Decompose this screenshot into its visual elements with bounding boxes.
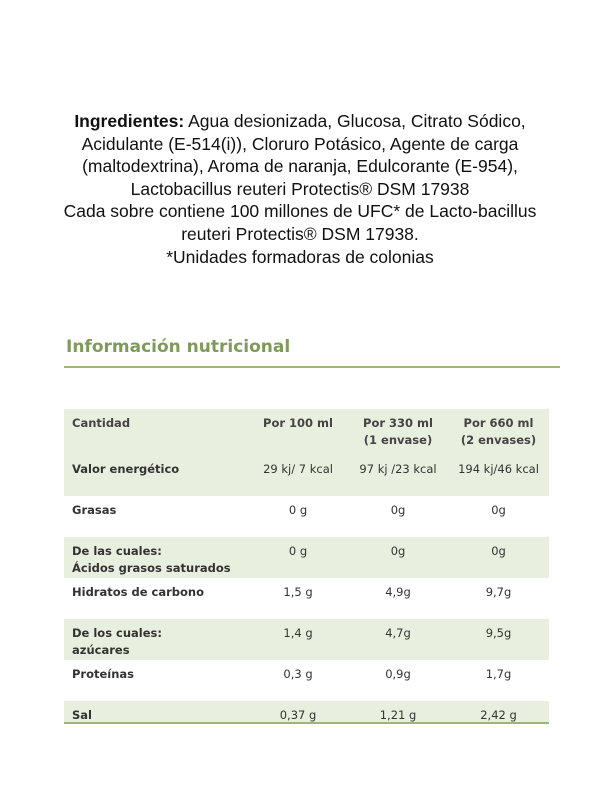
table-header-row [64,409,549,455]
row-label-sub: Ácidos grasos saturados [72,561,231,575]
row-per-660: 0g [448,537,549,578]
ingredients-heading: Ingredientes: [74,111,185,131]
row-label-text: Sal [72,708,92,722]
row-label [64,701,248,724]
row-label-text: Proteínas [72,667,135,681]
table-row [64,701,549,724]
row-label-sub: azúcares [72,643,130,657]
row-label [64,619,248,660]
row-per-660: 0g [491,503,506,517]
row-per-660: 2,42 g [448,701,549,724]
header-per-660-line2: (2 envases) [460,433,537,447]
row-label [64,455,248,496]
table-row [64,619,549,660]
row-per-660: 194 kj/46 kcal [448,455,549,496]
row-per-660: 1,7g [485,667,512,681]
ingredients-paragraph [40,110,560,200]
row-per-330: 1,21 g [348,701,448,724]
header-per-100-line1: Por 100 ml [263,416,333,430]
row-per-330: 0g [390,503,406,517]
table-bottom-divider [64,722,549,724]
ingredients-footnote: *Unidades formadoras de colonias [166,246,434,267]
header-per-660-line1: Por 660 ml [463,416,534,430]
row-per-100: 1,4 g [248,619,348,660]
ingredients-text: Agua desionizada, Glucosa, Citrato Sódico, Acidulante (E-514(i)), Cloruro Potásico, Agente de carga (maltodextrina), Aroma de naranja, Edulcorante (E-954), Lactobacillus reuteri Protectis® DSM 17938 [81,111,526,199]
row-label-text: De los cuales: [72,626,162,640]
header-per-330-line2: (1 envase) [363,433,433,447]
row-label-text: Hidratos de carbono [72,585,204,599]
row-label [64,537,248,578]
row-label [64,496,248,537]
ingredients-note: Cada sobre contiene 100 millones de UFC* de Lacto-bacillus reuteri Protectis® DSM 17938. [63,201,537,244]
row-per-330: 97 kj /23 kcal [348,455,448,496]
header-per-660 [448,409,549,455]
header-quantity: Cantidad [64,409,248,455]
row-per-330: 0g [348,537,448,578]
header-per-330 [348,409,448,455]
row-label-text: Valor energético [72,462,180,476]
header-per-330-line1: Por 330 ml [363,416,433,430]
row-per-100: 0 g [248,537,348,578]
table-row [64,537,549,578]
row-per-330: 4,9g [385,585,411,599]
row-per-660: 9,7g [485,585,512,599]
row-per-660: 9,5g [448,619,549,660]
title-divider [64,366,560,368]
row-label-text: De las cuales: [72,544,162,558]
table-row [64,660,549,701]
table-row [64,455,549,496]
row-label [64,578,248,619]
nutrition-title: Información nutricional [66,337,291,357]
row-label [64,660,248,701]
table-row [64,578,549,619]
header-per-100 [248,409,348,455]
ingredients-block [40,110,560,268]
table-row [64,496,549,537]
row-per-100: 0,3 g [283,667,313,681]
nutrition-table [64,409,549,724]
row-per-100: 0,37 g [248,701,348,724]
row-per-330: 0,9g [385,667,411,681]
row-label-text: Grasas [72,503,117,517]
row-per-100: 0 g [288,503,308,517]
row-per-100: 29 kj/ 7 kcal [248,455,348,496]
row-per-330: 4,7g [348,619,448,660]
row-per-100: 1,5 g [283,585,313,599]
